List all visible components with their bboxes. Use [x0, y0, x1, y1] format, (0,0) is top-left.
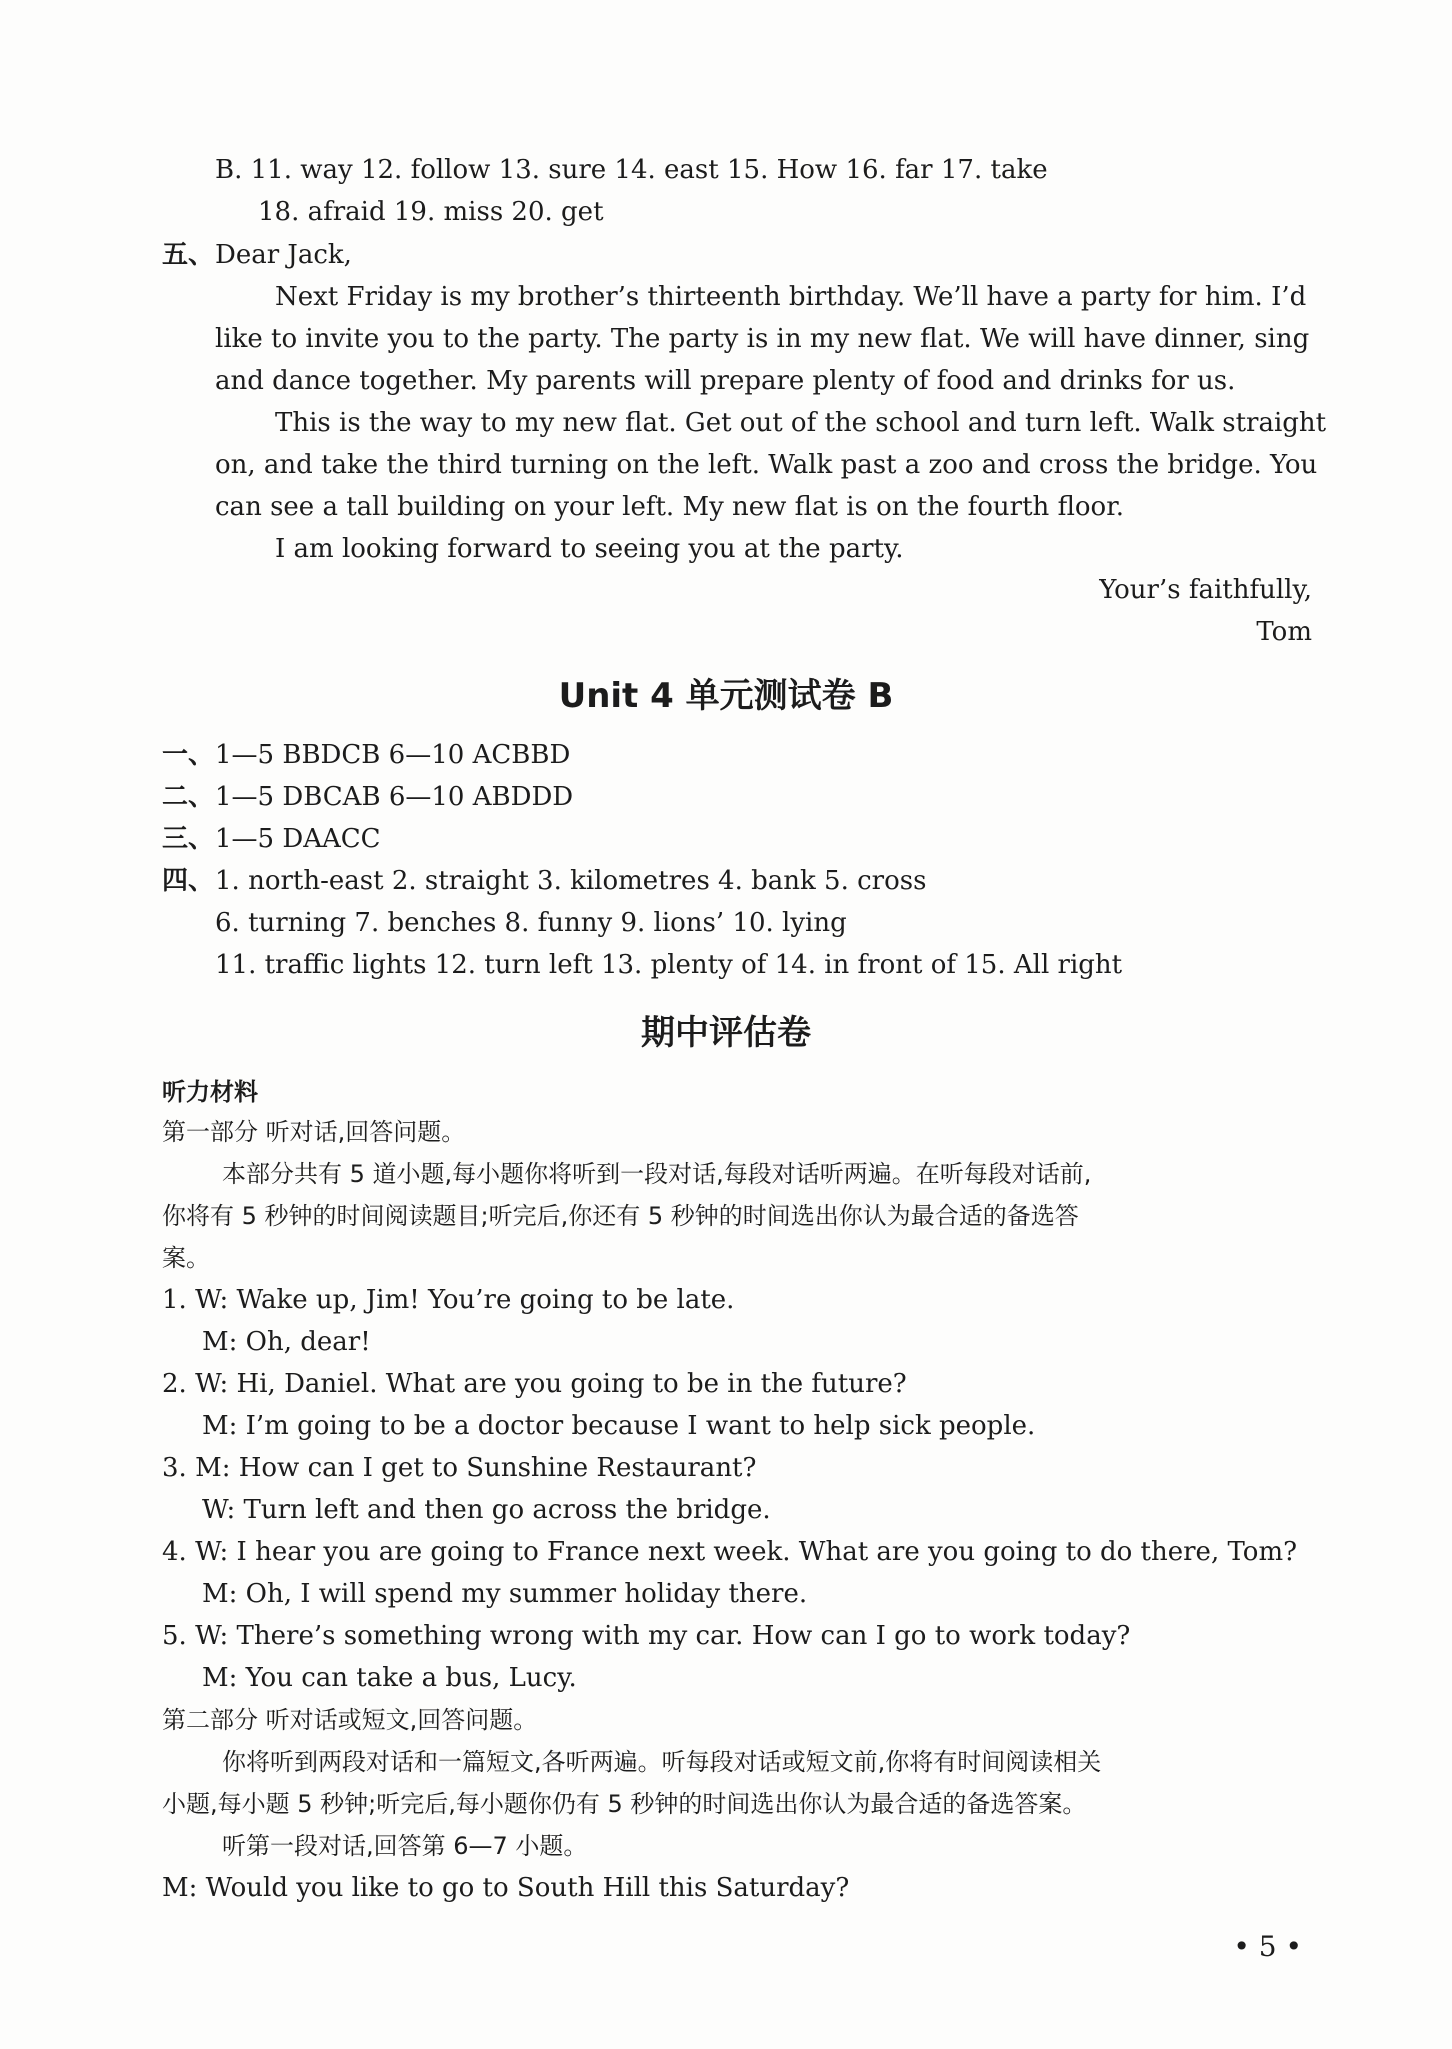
section-b-line-1: B. 11. way 12. follow 13. sure 14. east 15. How 16. far 17. take: [215, 155, 1048, 185]
unit4-row4-label: 四、: [162, 866, 215, 896]
dialogue-2-a: 2. W: Hi, Daniel. What are you going to be in the future?: [162, 1369, 907, 1399]
part2-intro-line1: 你将听到两段对话和一篇短文,各听两遍。听每段对话或短文前,你将有时间阅读相关: [222, 1748, 1102, 1776]
letter-p1-line1: Next Friday is my brother’s thirteenth birthday. We’ll have a party for him. I’d: [275, 282, 1307, 312]
section-b-line-2: 18. afraid 19. miss 20. get: [258, 197, 604, 227]
unit4-row2-label: 二、: [162, 782, 215, 812]
letter-p2-line1: This is the way to my new flat. Get out of the school and turn left. Walk straight: [275, 408, 1327, 438]
dialogue-4-b: M: Oh, I will spend my summer holiday there.: [202, 1579, 808, 1609]
part1-heading: 第一部分 听对话,回答问题。: [162, 1118, 466, 1146]
part2-heading: 第二部分 听对话或短文,回答问题。: [162, 1706, 538, 1734]
unit4-row1: 1—5 BBDCB 6—10 ACBBD: [215, 740, 571, 770]
part2-intro-line2: 小题,每小题 5 秒钟;听完后,每小题你仍有 5 秒钟的时间选出你认为最合适的备选答案。: [162, 1790, 1087, 1818]
dialogue-1-a: 1. W: Wake up, Jim! You’re going to be late.: [162, 1285, 735, 1315]
letter-p3: I am looking forward to seeing you at the party.: [275, 534, 904, 564]
letter-p2-line3: can see a tall building on your left. My new flat is on the fourth floor.: [215, 492, 1125, 522]
letter-greeting: Dear Jack,: [215, 240, 352, 270]
unit4-title: Unit 4 单元测试卷 B: [558, 676, 894, 716]
dialogue-1-b: M: Oh, dear!: [202, 1327, 371, 1357]
dialogue-6-first-line: M: Would you like to go to South Hill this Saturday?: [162, 1873, 850, 1903]
dialogue-5-b: M: You can take a bus, Lucy.: [202, 1663, 577, 1693]
part1-intro-line3: 案。: [162, 1244, 210, 1272]
unit4-row4-line2: 6. turning 7. benches 8. funny 9. lions’ 10. lying: [215, 908, 847, 938]
unit4-row3-label: 三、: [162, 824, 215, 854]
part1-intro-line2: 你将有 5 秒钟的时间阅读题目;听完后,你还有 5 秒钟的时间选出你认为最合适的备选答: [162, 1202, 1079, 1230]
dialogue-4-a: 4. W: I hear you are going to France next week. What are you going to do there, Tom?: [162, 1537, 1298, 1567]
part1-intro-line1: 本部分共有 5 道小题,每小题你将听到一段对话,每段对话听两遍。在听每段对话前,: [222, 1160, 1092, 1188]
listening-heading: 听力材料: [162, 1078, 258, 1106]
unit4-row3: 1—5 DAACC: [215, 824, 381, 854]
letter-closing: Your’s faithfully,: [1099, 575, 1312, 605]
letter-p2-line2: on, and take the third turning on the left. Walk past a zoo and cross the bridge. You: [215, 450, 1318, 480]
dialogue-5-a: 5. W: There’s something wrong with my car. How can I go to work today?: [162, 1621, 1131, 1651]
unit4-row2: 1—5 DBCAB 6—10 ABDDD: [215, 782, 574, 812]
midterm-title: 期中评估卷: [641, 1013, 811, 1053]
letter-p1-line2: like to invite you to the party. The party is in my new flat. We will have dinner, sing: [215, 324, 1310, 354]
letter-p1-line3: and dance together. My parents will prepare plenty of food and drinks for us.: [215, 366, 1236, 396]
unit4-row4-line3: 11. traffic lights 12. turn left 13. plenty of 14. in front of 15. All right: [215, 950, 1123, 980]
dialogue-3-a: 3. M: How can I get to Sunshine Restaurant?: [162, 1453, 757, 1483]
dialogue-2-b: M: I’m going to be a doctor because I want to help sick people.: [202, 1411, 1036, 1441]
section-5-label: 五、: [162, 240, 215, 270]
letter-signature: Tom: [1256, 617, 1312, 647]
page-number: • 5 •: [1233, 1930, 1302, 1963]
unit4-row1-label: 一、: [162, 740, 215, 770]
part2-first-dialogue: 听第一段对话,回答第 6—7 小题。: [222, 1832, 588, 1860]
unit4-row4: 1. north-east 2. straight 3. kilometres 4. bank 5. cross: [215, 866, 927, 896]
dialogue-3-b: W: Turn left and then go across the bridge.: [202, 1495, 771, 1525]
